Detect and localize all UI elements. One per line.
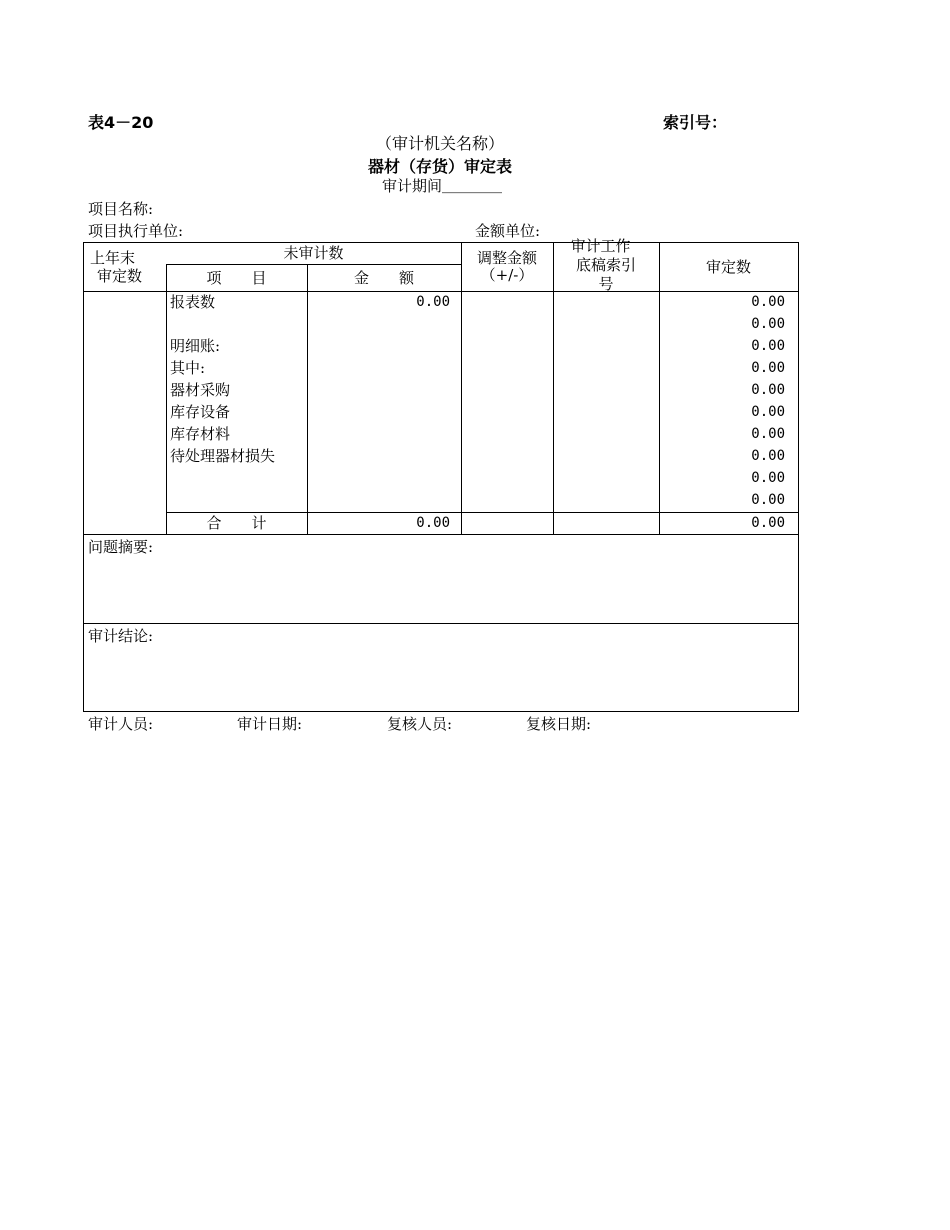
report-amount: 0.00 — [416, 294, 450, 310]
header-audited: 审定数 — [705, 258, 751, 276]
header-adjustment: 调整金额 — [476, 249, 537, 267]
table-number: 表4－20 — [88, 113, 154, 132]
auditor-label: 审计人员: — [88, 715, 154, 733]
audited-value: 0.00 — [751, 294, 785, 310]
project-name-label: 项目名称: — [88, 200, 154, 218]
header-prev-year-end: 上年末 — [90, 249, 136, 267]
item-pending-loss: 待处理器材损失 — [170, 447, 276, 465]
total-label: 合 计 — [206, 514, 267, 532]
issue-summary-label: 问题摘要: — [88, 538, 154, 556]
audit-period-label: 审计期间＿＿＿＿ — [382, 177, 503, 195]
item-report: 报表数 — [170, 293, 216, 311]
page-title: 器材（存货）审定表 — [367, 157, 512, 176]
header-item: 项 目 — [206, 269, 267, 287]
header-amount: 金 额 — [353, 269, 414, 287]
audited-value: 0.00 — [751, 426, 785, 442]
header-workpaper-3: 号 — [598, 275, 614, 293]
issue-summary-box — [83, 534, 799, 624]
header-workpaper-2: 底稿索引 — [575, 256, 636, 274]
header-workpaper-1: 审计工作 — [570, 237, 631, 255]
reviewer-label: 复核人员: — [387, 715, 453, 733]
item-stock-materials: 库存材料 — [170, 425, 231, 443]
audited-value: 0.00 — [751, 338, 785, 354]
audited-value: 0.00 — [751, 382, 785, 398]
audited-value: 0.00 — [751, 360, 785, 376]
conclusion-box — [83, 623, 799, 712]
audit-date-label: 审计日期: — [237, 715, 303, 733]
conclusion-label: 审计结论: — [88, 627, 154, 645]
amount-unit-label: 金额单位: — [475, 222, 541, 240]
audited-value: 0.00 — [751, 316, 785, 332]
audited-value: 0.00 — [751, 448, 785, 464]
header-prev-year-audited: 审定数 — [97, 267, 143, 285]
total-amount: 0.00 — [416, 515, 450, 531]
audited-value: 0.00 — [751, 492, 785, 508]
execution-unit-label: 项目执行单位: — [88, 222, 184, 240]
item-purchases: 器材采购 — [170, 381, 231, 399]
index-number-label: 索引号： — [663, 113, 728, 132]
item-stock-equipment: 库存设备 — [170, 403, 231, 421]
item-of-which: 其中: — [170, 359, 206, 377]
audit-org-name: （审计机关名称） — [375, 134, 504, 153]
review-date-label: 复核日期: — [526, 715, 592, 733]
header-unaudited: 未审计数 — [283, 244, 344, 262]
item-ledger: 明细账: — [170, 337, 221, 355]
header-adjustment-sign: （+/-） — [480, 266, 534, 284]
audited-value: 0.00 — [751, 470, 785, 486]
audited-value: 0.00 — [751, 404, 785, 420]
total-audited: 0.00 — [751, 515, 785, 531]
